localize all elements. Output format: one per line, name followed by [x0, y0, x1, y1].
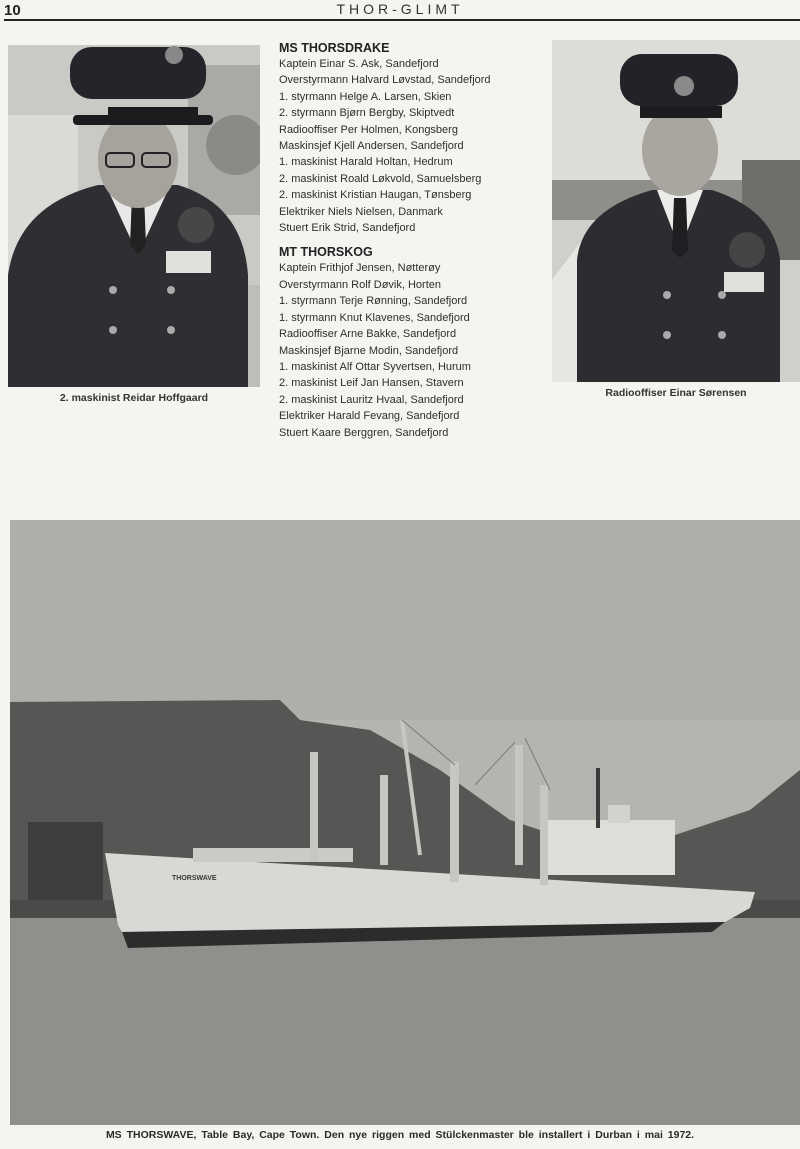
crew-member: Stuert Erik Strid, Sandefjord: [279, 222, 416, 235]
crew-member: 2. maskinist Kristian Haugan, Tønsberg: [279, 189, 472, 202]
crew-lists: [279, 40, 544, 441]
crew-member: 1. styrmann Knut Klavenes, Sandefjord: [279, 311, 470, 324]
page-number: 10: [4, 2, 21, 19]
crew-member: 2. maskinist Leif Jan Hansen, Stavern: [279, 377, 464, 390]
crew-member: Overstyrmann Rolf Døvik, Horten: [279, 278, 441, 291]
crew-member: 1. maskinist Harald Holtan, Hedrum: [279, 156, 453, 169]
crew-member: Elektriker Niels Nielsen, Danmark: [279, 205, 443, 218]
header-rule: [4, 19, 800, 21]
crew-member: Kaptein Frithjof Jensen, Nøtterøy: [279, 262, 441, 275]
crew-block-thorsdrake: [279, 40, 544, 236]
crew-member: Maskinsjef Bjarne Modin, Sandefjord: [279, 344, 459, 357]
crew-member: Elektriker Harald Fevang, Sandefjord: [279, 410, 460, 423]
running-title: THOR-GLIMT: [336, 1, 464, 17]
portrait-photo-right: [552, 40, 800, 382]
left-photo-caption: 2. maskinist Reidar Hoffgaard: [59, 392, 209, 404]
crew-member: 2. maskinist Lauritz Hvaal, Sandefjord: [279, 393, 464, 406]
crew-member: Maskinsjef Kjell Andersen, Sandefjord: [279, 140, 464, 153]
crew-member: 1. maskinist Alf Ottar Syvertsen, Hurum: [279, 360, 471, 373]
crew-block-thorskog: [279, 244, 544, 440]
crew-member: Overstyrmann Halvard Løvstad, Sandefjord: [279, 74, 491, 87]
ship-heading: MS THORSDRAKE: [279, 41, 390, 55]
ship-photo-caption: MS THORSWAVE, Table Bay, Cape Town. Den nye riggen med Stülckenmaster ble installert i Durban i mai 1972.: [105, 1129, 695, 1141]
crew-member: 2. maskinist Roald Løkvold, Samuelsberg: [279, 172, 482, 185]
crew-member: Radiooffiser Per Holmen, Kongsberg: [279, 123, 458, 136]
crew-member: 1. styrmann Terje Rønning, Sandefjord: [279, 295, 468, 308]
crew-member: 1. styrmann Helge A. Larsen, Skien: [279, 90, 452, 103]
crew-member: Kaptein Einar S. Ask, Sandefjord: [279, 58, 439, 70]
crew-member: Stuert Kaare Berggren, Sandefjord: [279, 426, 449, 439]
ship-heading: MT THORSKOG: [279, 245, 373, 260]
crew-member: 2. styrmann Bjørn Bergby, Skiptvedt: [279, 107, 455, 120]
ship-photo: [10, 520, 800, 1125]
crew-member: Radiooffiser Arne Bakke, Sandefjord: [279, 328, 457, 341]
right-photo-caption: Radiooffiser Einar Sørensen: [605, 387, 747, 399]
portrait-photo-left: [8, 45, 260, 387]
hull-name-text: THORSWAVE: [172, 875, 217, 882]
